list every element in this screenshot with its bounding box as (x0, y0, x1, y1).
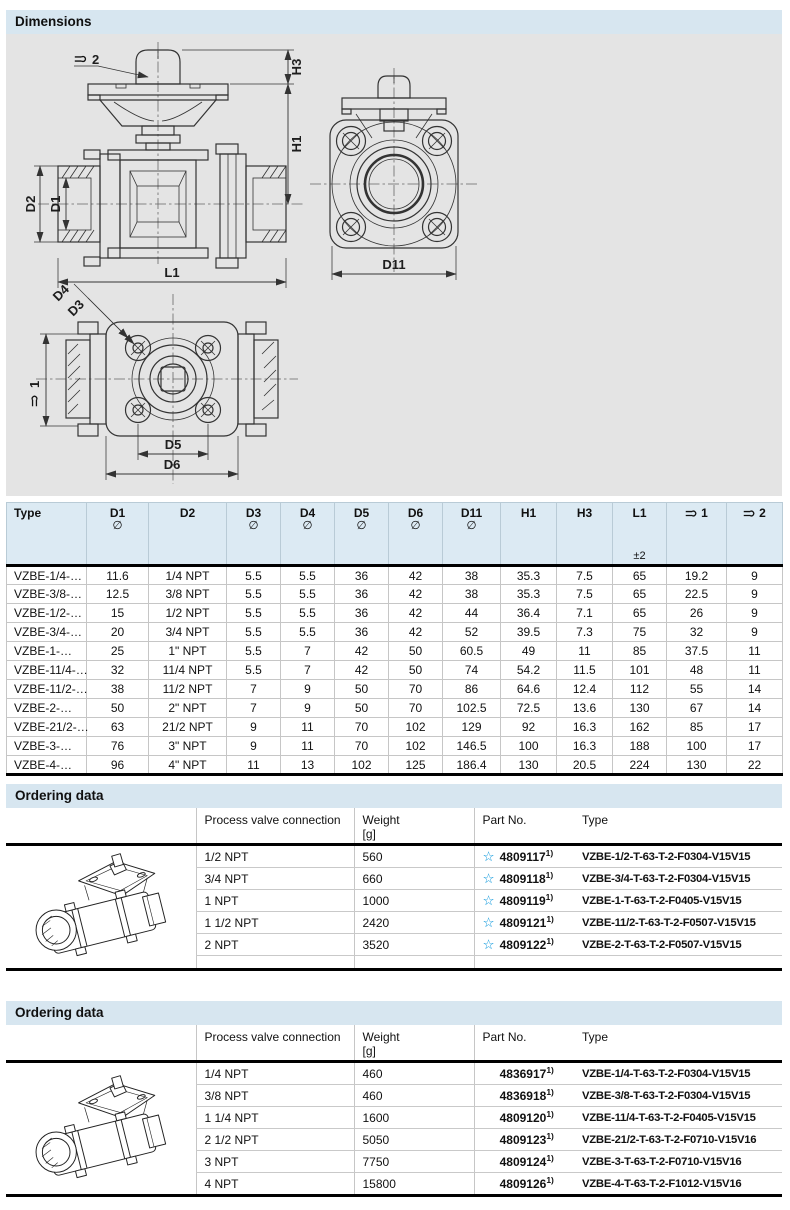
type-code-cell: VZBE-2-T-63-T-2-F0507-V15V15 (574, 934, 782, 956)
dim-value: 5.5 (281, 566, 335, 585)
dim-value: 3/4 NPT (149, 623, 227, 642)
connection-column-header: Process valve connection (196, 808, 354, 845)
dim-value: 130 (501, 756, 557, 775)
empty-cell (474, 956, 574, 970)
dim-value: 11 (727, 661, 783, 680)
dim-value: 102 (389, 718, 443, 737)
dim-label-d11: D11 (382, 257, 406, 272)
dim-value: 48 (667, 661, 727, 680)
dim-label-h3: H3 (289, 58, 304, 76)
ordering-table-1 (6, 808, 782, 971)
dim-value: 11/4 NPT (149, 661, 227, 680)
dim-value: 22 (727, 756, 783, 775)
section-title-ordering-1: Ordering data (6, 784, 782, 808)
dim-value: 5.5 (227, 642, 281, 661)
dim-value: 21/2 NPT (149, 718, 227, 737)
dim-value: 55 (667, 680, 727, 699)
table-row (7, 718, 783, 737)
dim-value: 36 (335, 604, 389, 623)
dim-value: 186.4 (443, 756, 501, 775)
connection-cell: 1/2 NPT (196, 845, 354, 868)
dim-value: 17 (727, 718, 783, 737)
dim-value: 7 (227, 680, 281, 699)
dim-value: 42 (335, 642, 389, 661)
dim-value: 102 (389, 737, 443, 756)
dim-value: 125 (389, 756, 443, 775)
dim-value: 7.5 (557, 566, 613, 585)
catalog-page (0, 10, 790, 1210)
dim-value: 5.5 (281, 623, 335, 642)
end-view (310, 68, 478, 280)
weight-cell: 2420 (354, 912, 474, 934)
dim-value: 50 (389, 661, 443, 680)
dim-value: 50 (389, 642, 443, 661)
dim-value: 65 (613, 566, 667, 585)
part-number-cell: ☆ 4809122$^{1)}$ (474, 934, 574, 956)
image-column-header (6, 808, 196, 845)
dim-label-d2: D2 (23, 195, 38, 213)
type-cell: VZBE-21/2-… (7, 718, 87, 737)
dim-value: 9 (281, 699, 335, 718)
dim-value: 146.5 (443, 737, 501, 756)
dim-value: 5.5 (281, 585, 335, 604)
dim-value: 4" NPT (149, 756, 227, 775)
dim-value: 5.5 (227, 566, 281, 585)
star-icon: ☆ (482, 915, 495, 930)
dim-value: 11 (557, 642, 613, 661)
dim-label-d4: D4 (49, 281, 72, 304)
section-title-dimensions: Dimensions (6, 10, 782, 34)
weight-column-header: Weight [g] (354, 808, 474, 845)
dim-table-header-row (7, 503, 783, 566)
dim-value: 11.5 (557, 661, 613, 680)
type-cell: VZBE-11/4-… (7, 661, 87, 680)
type-code-cell: VZBE-1/4-T-63-T-2-F0304-V15V15 (574, 1062, 782, 1085)
dim-col-d6: D6 ∅ (389, 503, 443, 566)
dim-col-h3: H3 (557, 503, 613, 566)
dim-value: 42 (335, 661, 389, 680)
product-image (6, 1062, 196, 1196)
ball-valve-drawing (15, 851, 187, 963)
dim-col-wrench2: 2 (727, 503, 783, 566)
dim-value: 85 (667, 718, 727, 737)
weight-cell: 460 (354, 1085, 474, 1107)
dim-value: 63 (87, 718, 149, 737)
dim-value: 100 (501, 737, 557, 756)
dim-value: 1" NPT (149, 642, 227, 661)
part-number-cell: ☆ 4809119$^{1)}$ (474, 890, 574, 912)
part-number-cell: 4809124$^{1)}$ (474, 1151, 574, 1173)
dim-value: 14 (727, 680, 783, 699)
table-row (7, 699, 783, 718)
connection-cell: 1 NPT (196, 890, 354, 912)
wrench-1-label (27, 381, 42, 406)
dim-value: 50 (335, 699, 389, 718)
dim-value: 130 (613, 699, 667, 718)
weight-cell: 1600 (354, 1107, 474, 1129)
type-cell: VZBE-1/2-… (7, 604, 87, 623)
dim-value: 52 (443, 623, 501, 642)
connection-cell: 1 1/2 NPT (196, 912, 354, 934)
dim-value: 100 (667, 737, 727, 756)
star-icon: ☆ (482, 937, 495, 952)
dim-value: 9 (727, 604, 783, 623)
dim-value: 42 (389, 566, 443, 585)
type-code-cell: VZBE-3/4-T-63-T-2-F0304-V15V15 (574, 868, 782, 890)
dim-value: 50 (87, 699, 149, 718)
part-number-cell: 4836917$^{1)}$ (474, 1062, 574, 1085)
dim-value: 74 (443, 661, 501, 680)
dim-value: 60.5 (443, 642, 501, 661)
section-title-ordering-2: Ordering data (6, 1001, 782, 1025)
dimension-drawings (6, 34, 782, 496)
star-icon: ☆ (482, 893, 495, 908)
dim-label-d3: D3 (64, 296, 87, 319)
weight-cell: 7750 (354, 1151, 474, 1173)
dim-value: 70 (335, 737, 389, 756)
type-cell: VZBE-11/2-… (7, 680, 87, 699)
dim-value: 16.3 (557, 737, 613, 756)
dim-value: 38 (443, 585, 501, 604)
part-number-cell: 4809126$^{1)}$ (474, 1173, 574, 1196)
dim-value: 36.4 (501, 604, 557, 623)
dim-value: 42 (389, 585, 443, 604)
dim-value: 70 (389, 680, 443, 699)
dim-value: 15 (87, 604, 149, 623)
dim-value: 5.5 (227, 585, 281, 604)
dim-value: 11 (227, 756, 281, 775)
image-column-header (6, 1025, 196, 1062)
ball-valve-drawing (15, 1073, 187, 1185)
connection-cell: 3/8 NPT (196, 1085, 354, 1107)
weight-column-header: Weight [g] (354, 1025, 474, 1062)
svg-text:1: 1 (27, 380, 42, 388)
dim-col-d5: D5 ∅ (335, 503, 389, 566)
dim-value: 17 (727, 737, 783, 756)
wrench-icon (685, 509, 700, 518)
type-code-cell: VZBE-21/2-T-63-T-2-F0710-V15V16 (574, 1129, 782, 1151)
type-cell: VZBE-1-… (7, 642, 87, 661)
technical-drawing (6, 34, 782, 496)
table-row (7, 566, 783, 585)
weight-cell: 560 (354, 845, 474, 868)
dim-value: 42 (389, 623, 443, 642)
weight-cell: 1000 (354, 890, 474, 912)
dim-value: 20 (87, 623, 149, 642)
part-column-header: Part No. (474, 808, 574, 845)
dim-value: 86 (443, 680, 501, 699)
dim-value: 102.5 (443, 699, 501, 718)
dim-value: 5.5 (227, 604, 281, 623)
front-view (23, 42, 304, 288)
empty-cell (574, 956, 782, 970)
dim-col-wrench1: 1 (667, 503, 727, 566)
table-row (6, 845, 782, 868)
dim-value: 39.5 (501, 623, 557, 642)
dim-value: 9 (281, 680, 335, 699)
connection-cell: 1/4 NPT (196, 1062, 354, 1085)
type-column-header: Type (574, 1025, 782, 1062)
dim-value: 11.6 (87, 566, 149, 585)
dim-value: 49 (501, 642, 557, 661)
dim-value: 72.5 (501, 699, 557, 718)
dim-value: 76 (87, 737, 149, 756)
connection-cell: 1 1/4 NPT (196, 1107, 354, 1129)
svg-text:2: 2 (92, 52, 100, 67)
type-cell: VZBE-3-… (7, 737, 87, 756)
dim-label-d6: D6 (163, 457, 181, 472)
table-row (7, 680, 783, 699)
dim-value: 65 (613, 585, 667, 604)
dimension-table-section (6, 502, 782, 776)
dim-value: 7 (227, 699, 281, 718)
weight-cell: 5050 (354, 1129, 474, 1151)
dimension-table (6, 502, 783, 776)
star-icon: ☆ (482, 849, 495, 864)
dim-value: 129 (443, 718, 501, 737)
dim-value: 2" NPT (149, 699, 227, 718)
part-column-header: Part No. (474, 1025, 574, 1062)
type-cell: VZBE-3/4-… (7, 623, 87, 642)
dim-value: 11 (281, 718, 335, 737)
type-code-cell: VZBE-3/8-T-63-T-2-F0304-V15V15 (574, 1085, 782, 1107)
wrench-icon (743, 509, 758, 518)
dim-value: 102 (335, 756, 389, 775)
dim-value: 26 (667, 604, 727, 623)
ordering-header-row (6, 808, 782, 845)
dim-value: 14 (727, 699, 783, 718)
dim-value: 36 (335, 566, 389, 585)
part-number-cell: 4809120$^{1)}$ (474, 1107, 574, 1129)
ordering-header-row (6, 1025, 782, 1062)
dim-value: 7.3 (557, 623, 613, 642)
dim-label-d5: D5 (164, 437, 182, 452)
dim-value: 3/8 NPT (149, 585, 227, 604)
dim-value: 9 (227, 718, 281, 737)
weight-cell: 15800 (354, 1173, 474, 1196)
dim-value: 32 (87, 661, 149, 680)
dim-value: 35.3 (501, 585, 557, 604)
dim-value: 188 (613, 737, 667, 756)
dim-value: 32 (667, 623, 727, 642)
dim-value: 22.5 (667, 585, 727, 604)
table-row (7, 585, 783, 604)
dim-value: 7 (281, 642, 335, 661)
dim-value: 224 (613, 756, 667, 775)
dim-value: 9 (727, 566, 783, 585)
dim-value: 162 (613, 718, 667, 737)
dim-value: 130 (667, 756, 727, 775)
connection-cell: 3/4 NPT (196, 868, 354, 890)
connection-cell: 3 NPT (196, 1151, 354, 1173)
ordering-section-2 (6, 1001, 782, 1197)
dim-value: 92 (501, 718, 557, 737)
part-number-cell: ☆ 4809117$^{1)}$ (474, 845, 574, 868)
dim-value: 38 (87, 680, 149, 699)
type-code-cell: VZBE-3-T-63-T-2-F0710-V15V16 (574, 1151, 782, 1173)
table-row (6, 1062, 782, 1085)
dim-col-d11: D11 ∅ (443, 503, 501, 566)
connection-cell: 4 NPT (196, 1173, 354, 1196)
dim-value: 67 (667, 699, 727, 718)
table-row (7, 756, 783, 775)
dim-value: 12.4 (557, 680, 613, 699)
part-number-cell: ☆ 4809118$^{1)}$ (474, 868, 574, 890)
dim-value: 5.5 (227, 661, 281, 680)
dim-col-d2: D2 (149, 503, 227, 566)
table-row (7, 604, 783, 623)
type-code-cell: VZBE-11/4-T-63-T-2-F0405-V15V15 (574, 1107, 782, 1129)
type-code-cell: VZBE-1-T-63-T-2-F0405-V15V15 (574, 890, 782, 912)
dim-value: 65 (613, 604, 667, 623)
dim-value: 7.1 (557, 604, 613, 623)
dim-value: 13 (281, 756, 335, 775)
dim-value: 11 (281, 737, 335, 756)
dim-value: 25 (87, 642, 149, 661)
dim-value: 37.5 (667, 642, 727, 661)
ordering-section-1 (6, 784, 782, 971)
product-image (6, 845, 196, 970)
dim-value: 70 (335, 718, 389, 737)
connection-cell: 2 1/2 NPT (196, 1129, 354, 1151)
dim-value: 75 (613, 623, 667, 642)
dimensions-section (6, 10, 782, 496)
table-row (7, 737, 783, 756)
type-cell: VZBE-4-… (7, 756, 87, 775)
part-number-cell: ☆ 4809121$^{1)}$ (474, 912, 574, 934)
weight-cell: 660 (354, 868, 474, 890)
dim-value: 16.3 (557, 718, 613, 737)
connection-column-header: Process valve connection (196, 1025, 354, 1062)
weight-cell: 460 (354, 1062, 474, 1085)
dim-value: 42 (389, 604, 443, 623)
dim-value: 35.3 (501, 566, 557, 585)
type-code-cell: VZBE-1/2-T-63-T-2-F0304-V15V15 (574, 845, 782, 868)
dim-col-d1: D1 ∅ (87, 503, 149, 566)
dim-value: 12.5 (87, 585, 149, 604)
empty-cell (196, 956, 354, 970)
dim-value: 64.6 (501, 680, 557, 699)
dim-value: 50 (335, 680, 389, 699)
dim-value: 3" NPT (149, 737, 227, 756)
dim-value: 36 (335, 585, 389, 604)
dim-value: 96 (87, 756, 149, 775)
type-cell: VZBE-3/8-… (7, 585, 87, 604)
dim-value: 5.5 (227, 623, 281, 642)
table-row (7, 642, 783, 661)
dim-value: 13.6 (557, 699, 613, 718)
type-code-cell: VZBE-11/2-T-63-T-2-F0507-V15V15 (574, 912, 782, 934)
dim-value: 70 (389, 699, 443, 718)
dim-value: 1/4 NPT (149, 566, 227, 585)
dim-col-d3: D3 ∅ (227, 503, 281, 566)
dim-col-d4: D4 ∅ (281, 503, 335, 566)
connection-cell: 2 NPT (196, 934, 354, 956)
dim-col-l1: L1 ±2 (613, 503, 667, 566)
part-number-cell: 4836918$^{1)}$ (474, 1085, 574, 1107)
part-number-cell: 4809123$^{1)}$ (474, 1129, 574, 1151)
dim-value: 9 (227, 737, 281, 756)
type-cell: VZBE-1/4-… (7, 566, 87, 585)
dim-label-d1: D1 (48, 195, 63, 213)
dim-col-type: Type (7, 503, 87, 566)
weight-cell: 3520 (354, 934, 474, 956)
dim-label-l1: L1 (164, 265, 180, 280)
star-icon: ☆ (482, 871, 495, 886)
dim-value: 85 (613, 642, 667, 661)
type-cell: VZBE-2-… (7, 699, 87, 718)
dim-value: 11 (727, 642, 783, 661)
dim-value: 112 (613, 680, 667, 699)
dim-value: 9 (727, 623, 783, 642)
dim-value: 1/2 NPT (149, 604, 227, 623)
dim-value: 20.5 (557, 756, 613, 775)
top-view (27, 281, 298, 484)
dim-value: 101 (613, 661, 667, 680)
ordering-table-2 (6, 1025, 782, 1197)
dim-value: 5.5 (281, 604, 335, 623)
dim-value: 44 (443, 604, 501, 623)
dim-value: 38 (443, 566, 501, 585)
table-row (7, 661, 783, 680)
dim-value: 11/2 NPT (149, 680, 227, 699)
type-code-cell: VZBE-4-T-63-T-2-F1012-V15V16 (574, 1173, 782, 1196)
dim-value: 19.2 (667, 566, 727, 585)
dim-value: 36 (335, 623, 389, 642)
dim-value: 7 (281, 661, 335, 680)
dim-label-h1: H1 (289, 135, 304, 153)
dim-value: 7.5 (557, 585, 613, 604)
dim-value: 54.2 (501, 661, 557, 680)
dim-col-h1: H1 (501, 503, 557, 566)
empty-cell (354, 956, 474, 970)
type-column-header: Type (574, 808, 782, 845)
table-row (7, 623, 783, 642)
dim-value: 9 (727, 585, 783, 604)
